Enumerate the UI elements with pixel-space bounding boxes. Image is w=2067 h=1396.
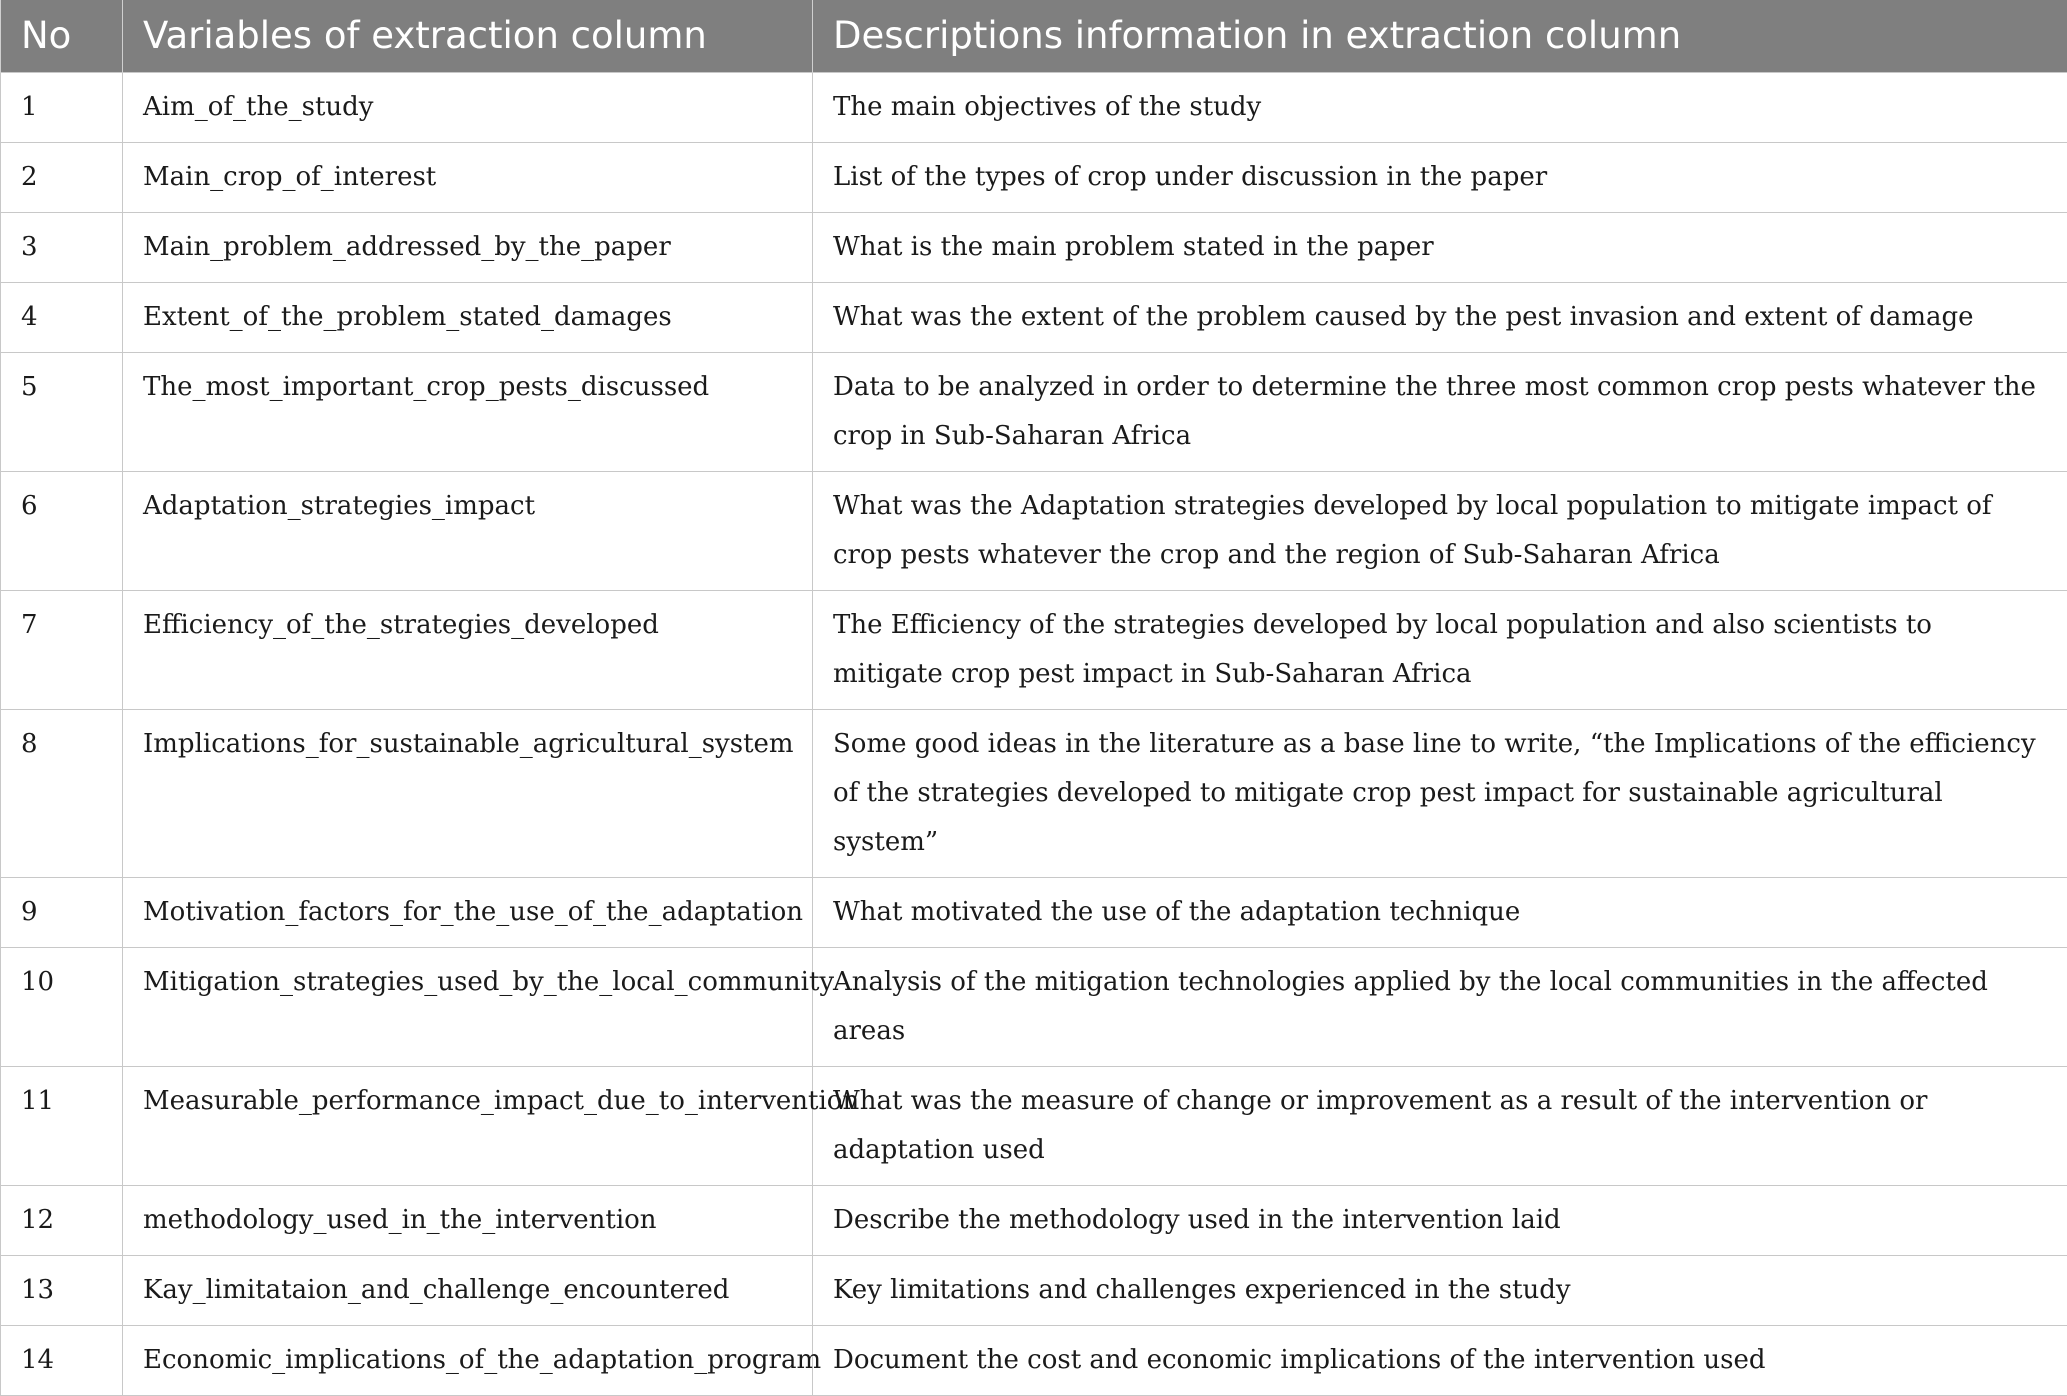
cell-variable: Motivation_factors_for_the_use_of_the_adaptation — [123, 877, 813, 947]
cell-description: What was the Adaptation strategies developed by local population to mitigate impact of crop pests whatever the crop and the region of Sub-Saharan Africa — [813, 471, 2067, 590]
cell-no: 4 — [1, 282, 123, 352]
cell-no: 9 — [1, 877, 123, 947]
table-body — [1, 72, 2067, 1395]
cell-description: Describe the methodology used in the intervention laid — [813, 1185, 2067, 1255]
cell-no: 1 — [1, 72, 123, 142]
cell-variable: Mitigation_strategies_used_by_the_local_community — [123, 947, 813, 1066]
cell-no: 3 — [1, 212, 123, 282]
cell-variable: Efficiency_of_the_strategies_developed — [123, 590, 813, 709]
cell-no: 11 — [1, 1066, 123, 1185]
cell-variable: Implications_for_sustainable_agricultural_system — [123, 709, 813, 877]
cell-variable: Main_crop_of_interest — [123, 142, 813, 212]
cell-no: 14 — [1, 1325, 123, 1395]
cell-description: Key limitations and challenges experienced in the study — [813, 1255, 2067, 1325]
table-row — [1, 1325, 2067, 1395]
cell-no: 12 — [1, 1185, 123, 1255]
cell-description: What was the extent of the problem caused by the pest invasion and extent of damage — [813, 282, 2067, 352]
cell-variable: Aim_of_the_study — [123, 72, 813, 142]
table-row — [1, 142, 2067, 212]
table-header — [1, 0, 2067, 72]
cell-description: Data to be analyzed in order to determine the three most common crop pests whatever the crop in Sub-Saharan Africa — [813, 352, 2067, 471]
table-row — [1, 709, 2067, 877]
cell-description: Some good ideas in the literature as a base line to write, “the Implications of the efficiency of the strategies developed to mitigate crop pest impact for sustainable agricultural system” — [813, 709, 2067, 877]
cell-description: The main objectives of the study — [813, 72, 2067, 142]
table-row — [1, 72, 2067, 142]
cell-no: 13 — [1, 1255, 123, 1325]
cell-description: The Efficiency of the strategies developed by local population and also scientists to mitigate crop pest impact in Sub-Saharan Africa — [813, 590, 2067, 709]
cell-no: 6 — [1, 471, 123, 590]
header-descriptions: Descriptions information in extraction column — [813, 0, 2067, 72]
table-row — [1, 282, 2067, 352]
cell-no: 7 — [1, 590, 123, 709]
cell-description: What is the main problem stated in the paper — [813, 212, 2067, 282]
cell-no: 2 — [1, 142, 123, 212]
header-row — [1, 0, 2067, 72]
cell-description: Document the cost and economic implications of the intervention used — [813, 1325, 2067, 1395]
table-row — [1, 1255, 2067, 1325]
cell-description: Analysis of the mitigation technologies applied by the local communities in the affected areas — [813, 947, 2067, 1066]
cell-description: What was the measure of change or improvement as a result of the intervention or adaptation used — [813, 1066, 2067, 1185]
cell-variable: Adaptation_strategies_impact — [123, 471, 813, 590]
cell-variable: Measurable_performance_impact_due_to_intervention — [123, 1066, 813, 1185]
table-row — [1, 352, 2067, 471]
table-row — [1, 590, 2067, 709]
header-no: No — [1, 0, 123, 72]
cell-description: What motivated the use of the adaptation technique — [813, 877, 2067, 947]
table-row — [1, 471, 2067, 590]
cell-variable: Kay_limitataion_and_challenge_encountered — [123, 1255, 813, 1325]
cell-variable: Main_problem_addressed_by_the_paper — [123, 212, 813, 282]
cell-no: 10 — [1, 947, 123, 1066]
cell-variable: Economic_implications_of_the_adaptation_program — [123, 1325, 813, 1395]
cell-description: List of the types of crop under discussion in the paper — [813, 142, 2067, 212]
cell-no: 8 — [1, 709, 123, 877]
table-row — [1, 1185, 2067, 1255]
header-variables: Variables of extraction column — [123, 0, 813, 72]
table-row — [1, 877, 2067, 947]
cell-variable: The_most_important_crop_pests_discussed — [123, 352, 813, 471]
table-row — [1, 212, 2067, 282]
cell-no: 5 — [1, 352, 123, 471]
cell-variable: methodology_used_in_the_intervention — [123, 1185, 813, 1255]
cell-variable: Extent_of_the_problem_stated_damages — [123, 282, 813, 352]
table-row — [1, 947, 2067, 1066]
table-row — [1, 1066, 2067, 1185]
